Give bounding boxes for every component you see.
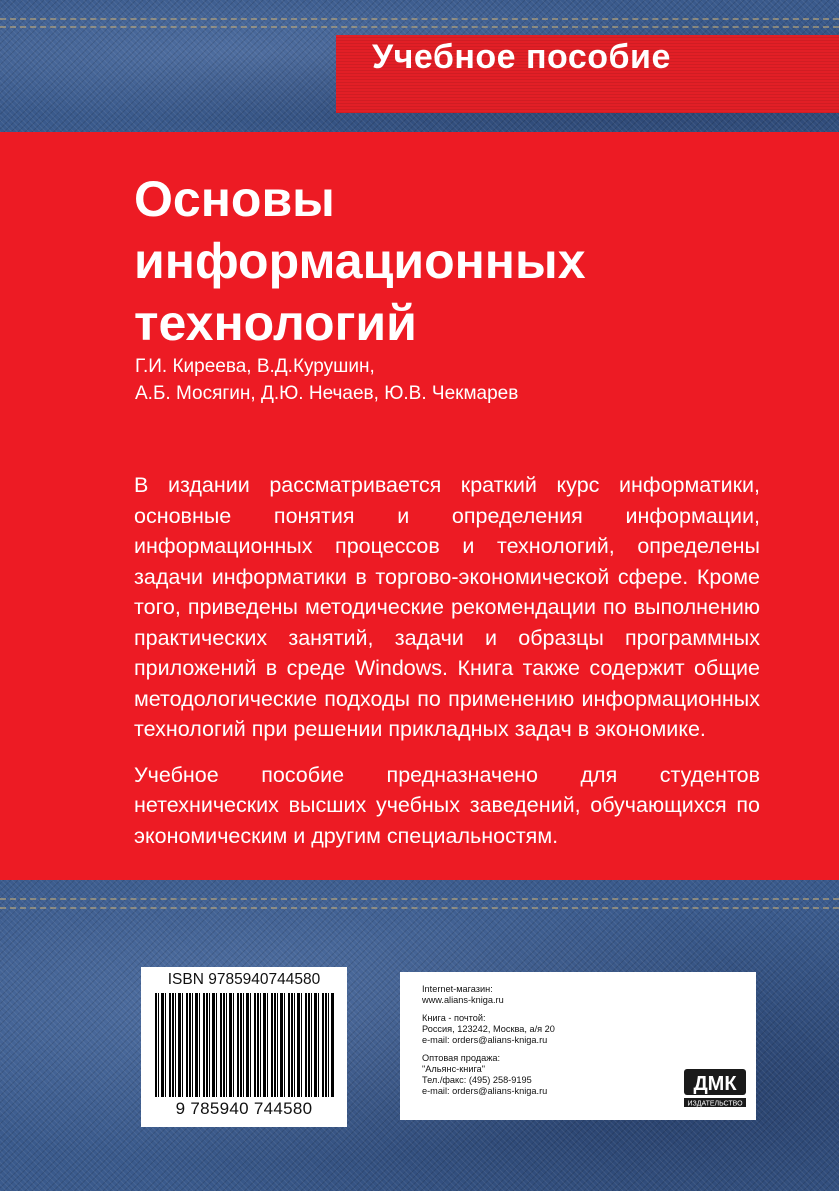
wholesale-phone: Тел./факс: (495) 258-9195 — [422, 1075, 532, 1085]
series-label: Учебное пособие — [372, 38, 671, 76]
contacts-box — [400, 972, 756, 1120]
isbn-barcode-box — [141, 967, 347, 1127]
stitch-seam — [0, 26, 839, 28]
mail-email: e-mail: orders@alians-kniga.ru — [422, 1035, 548, 1045]
stitch-seam — [0, 898, 839, 900]
barcode-image — [155, 993, 335, 1097]
title-line: технологий — [134, 295, 417, 351]
wholesale-email: e-mail: orders@alians-kniga.ru — [422, 1086, 548, 1096]
mail-label: Книга - почтой: — [422, 1013, 486, 1023]
stitch-seam — [0, 907, 839, 909]
svg-text:ИЗДАТЕЛЬСТВО: ИЗДАТЕЛЬСТВО — [687, 1100, 743, 1108]
annotation-paragraph: В издании рассматривается краткий курс информатики, основные понятия и определения информации, информационных процессов и технологий, определены задачи информатики в торгово-экономической сфере. Кроме того, приведены методические рекомендации по выполнению практических занятий, задачи и образцы программных приложений в среде Windows. Книга также содержит общие методологические подходы по применению информационных технологий при решении прикладных задач в экономике. — [134, 473, 760, 741]
shop-label: Internet-магазин: — [422, 984, 493, 994]
svg-text:ДМК: ДМК — [693, 1073, 737, 1095]
authors-line: А.Б. Мосягин, Д.Ю. Нечаев, Ю.В. Чекмарев — [135, 383, 519, 404]
wholesale-label: Оптовая продажа: — [422, 1053, 501, 1063]
wholesale-company: "Альянс-книга" — [422, 1064, 485, 1074]
annotation-paragraph: Учебное пособие предназначено для студентов нетехнических высших учебных заведений, обучающихся по экономическим и другим специальностям. — [134, 762, 760, 848]
authors — [135, 353, 518, 407]
dmk-logo-icon — [680, 1067, 750, 1113]
contacts — [422, 984, 555, 1104]
shop-url: www.alians-kniga.ru — [422, 995, 504, 1005]
authors-line: Г.И. Киреева, В.Д.Курушин, — [135, 356, 375, 377]
mail-address: Россия, 123242, Москва, а/я 20 — [422, 1024, 555, 1034]
title-line: информационных — [134, 233, 586, 289]
isbn-label: ISBN 9785940744580 — [167, 971, 321, 988]
stitch-seam — [0, 18, 839, 20]
title-line: Основы — [134, 171, 335, 227]
barcode-digits: 9 785940 744580 — [175, 1099, 313, 1118]
book-title — [134, 168, 586, 354]
annotation — [134, 470, 760, 866]
